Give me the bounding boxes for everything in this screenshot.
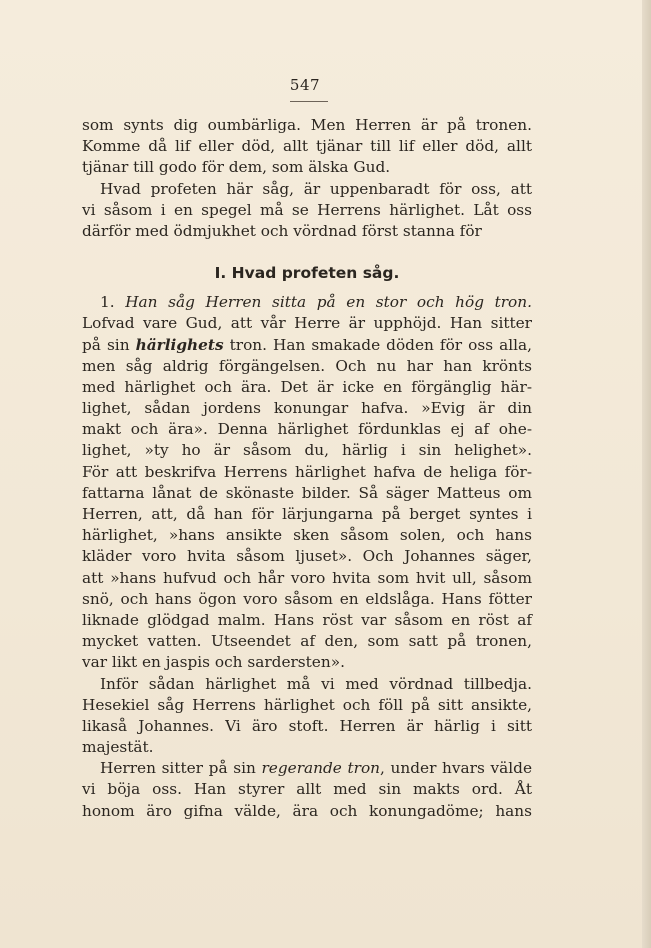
text-line: För att beskrifva Herrens härlighet hafva de heliga för- [82,462,532,481]
text-line: Inför sådan härlighet må vi med vördnad tillbedja. [100,674,532,693]
text-line: honom äro gifna välde, ära och konungadöme; hans [82,801,532,820]
text-line: Komme då lif eller död, allt tjänar till lif eller död, allt [82,137,532,156]
text-line: därför med ödmjukhet och vördnad först stanna för [82,221,482,240]
text-line: var likt en jaspis och sardersten». [82,653,345,672]
section-heading: I. Hvad profeten såg. [214,264,400,283]
text-line: majestät. [82,738,154,757]
text-line: tjänar till godo för dem, som älska Gud. [82,158,391,177]
page-edge [642,0,651,948]
text-line: att »hans hufvud och hår voro hvita som hvit ull, såsom [82,568,532,587]
text-line: liknade glödgad malm. Hans röst var såsom en röst af [82,610,532,629]
text-line: makt och ära». Denna härlighet fördunklas ej af ohe- [82,420,532,439]
page-number-rule [290,101,328,102]
text-line: likaså Johannes. Vi äro stoft. Herren är härlig i sitt [82,716,532,735]
text-line: kläder voro hvita såsom ljuset». Och Johannes säger, [82,547,532,566]
emphasis: Han såg Herren sitta på en stor och hög tron. [125,293,532,312]
text-line: på sin härlighets tron. Han smakade döden för oss alla, [82,335,532,354]
emphasis: regerande tron [261,759,381,778]
text-line: lighet, sådan jordens konungar hafva. »Evig är din [82,399,532,418]
text-line: snö, och hans ögon voro såsom en eldslåga. Hans fötter [82,589,532,608]
text-line: Hesekiel såg Herrens härlighet och föll på sitt ansikte, [82,695,532,714]
text-line: som synts dig oumbärliga. Men Herren är på tronen. [82,116,532,134]
text-line: Herren, att, då han för lärjungarna på berget syntes i [82,505,532,523]
text-line: härlighet, »hans ansikte sken såsom solen, och hans [82,526,532,545]
text-line: vi såsom i en spegel må se Herrens härlighet. Låt oss [82,200,532,219]
text-line: men såg aldrig förgängelsen. Och nu har han krönts [82,356,532,375]
text-line: Hvad profeten här såg, är uppenbaradt för oss, att [100,179,532,198]
text-line: fattarna lånat de skönaste bilder. Så säger Matteus om [82,483,532,502]
text-line: Lofvad vare Gud, att vår Herre är upphöjd. Han sitter [82,314,532,333]
text-line: med härlighet och ära. Det är icke en förgänglig här- [82,377,532,396]
text-line: mycket vatten. Utseendet af den, som satt på tronen, [82,632,532,651]
emphasis: härlighets [135,335,224,354]
text-line: vi böja oss. Han styrer allt med sin makts ord. Åt [82,780,532,799]
page-number: 547 [289,76,321,94]
text-line: 1. Han såg Herren sitta på en stor och hög tron. [100,293,532,312]
text-line: Herren sitter på sin regerande tron, under hvars välde [100,759,532,778]
body-text [82,115,532,822]
text-line: lighet, »ty ho är såsom du, härlig i sin helighet». [82,441,532,460]
